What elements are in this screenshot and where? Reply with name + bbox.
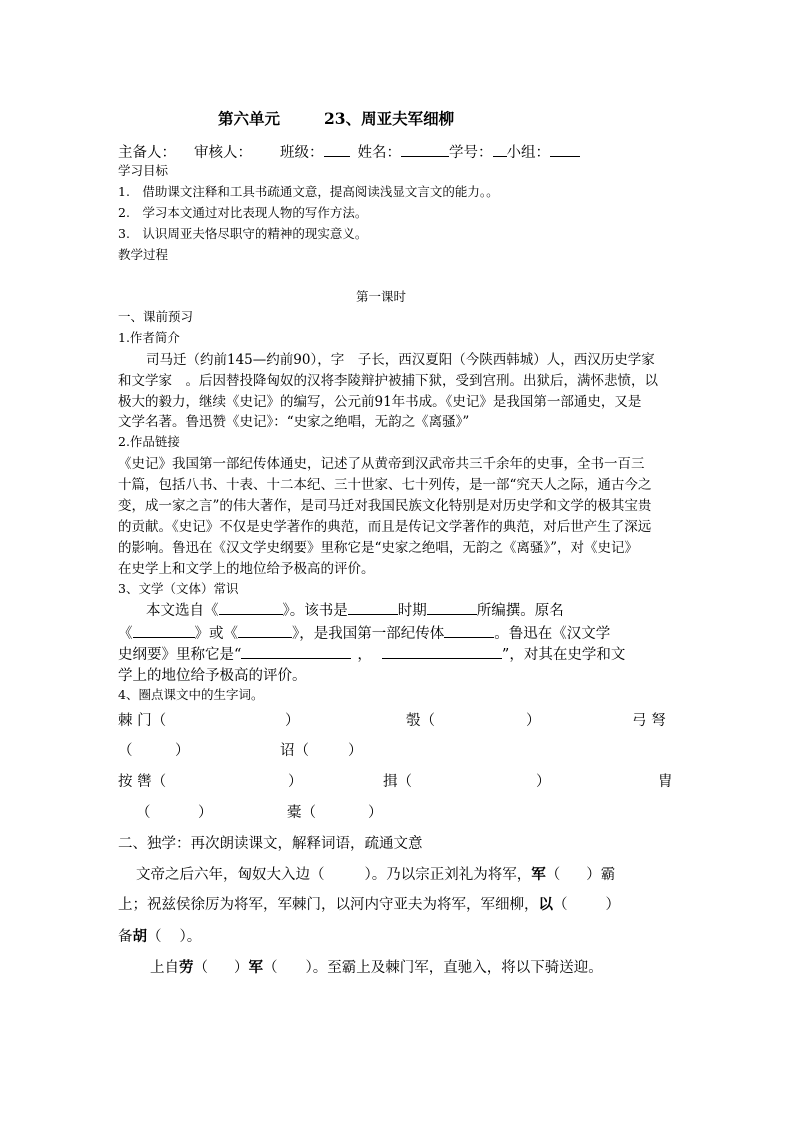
vocab-close: ） — [368, 805, 383, 821]
words-heading: 4、圈点课文中的生字词。 — [118, 687, 264, 702]
author-heading: 1.作者简介 — [118, 330, 180, 345]
original-name-blank-1[interactable] — [133, 625, 195, 638]
vocab-close: ） — [285, 713, 300, 729]
name-label: 姓名： — [357, 145, 401, 161]
vocab-item: 棘 门（ — [118, 713, 167, 729]
vocab-open: （ — [118, 743, 133, 759]
vocab-open: （ — [136, 805, 151, 821]
vocab-close: ） — [536, 774, 551, 790]
vocab-item: 彀（ — [406, 713, 435, 729]
name-blank[interactable] — [401, 144, 449, 157]
author-text-line: 和文学家 。后因替投降匈奴的汉将李陵辩护被捕下狱，受到宫刑。出狱后，满怀悲愤，以 — [118, 373, 658, 389]
goal-item-2: 2. 学习本文通过对比表现人物的写作方法。 — [118, 205, 368, 220]
vocab-close: ） — [198, 805, 213, 821]
work-text-line: 十篇，包括八书、十表、十二本纪、三十世家、七十列传，是一部“究天人之际，通古今之 — [118, 477, 652, 493]
reviewer-label: 审核人： — [194, 145, 252, 161]
student-no-label: 学号： — [449, 145, 493, 161]
work-text-line: 变，成一家之言”的伟大著作，是司马迁对我国民族文化特别是对历史学和文学的极其宝贵 — [118, 498, 652, 514]
goals-heading: 学习目标 — [118, 163, 169, 178]
student-no-blank[interactable] — [493, 144, 507, 157]
period-blank[interactable] — [348, 602, 398, 615]
vocab-item: 胄 — [658, 774, 673, 790]
work-text-line: 在史学上和文学上的地位给予极高的评价。 — [118, 561, 375, 577]
text-line: 文帝之后六年，匈奴大入边（ ）。乃以宗正刘礼为将军，军（ ）霸 — [136, 866, 616, 883]
literature-heading: 3、文学（文体）常识 — [118, 581, 239, 596]
preparer-label: 主备人： — [118, 145, 176, 161]
compiler-blank[interactable] — [427, 602, 477, 615]
vocab-item: 弓 弩 — [632, 713, 666, 729]
goal-item-1: 1. 借助课文注释和工具书疏通文意，提高阅读浅显文言文的能力。。 — [118, 184, 499, 199]
group-label: 小组： — [506, 145, 550, 161]
vocab-item: 诏（ — [280, 743, 309, 759]
source-book-blank[interactable] — [219, 602, 283, 615]
class-blank[interactable] — [324, 144, 350, 157]
praise-blank-2[interactable] — [382, 646, 502, 659]
vocab-close: ） — [288, 774, 303, 790]
text-line: 备胡（ ）。 — [118, 928, 202, 945]
lesson-period-title: 第一课时 — [356, 289, 407, 304]
class-label: 班级： — [280, 145, 324, 161]
goal-item-3: 3. 认识周亚夫恪尽职守的精神的现实意义。 — [118, 226, 368, 241]
work-text-line: 《史记》我国第一部纪传体通史，记述了从黄帝到汉武帝共三千余年的史事，全书一百三 — [118, 456, 645, 472]
original-name-blank-2[interactable] — [238, 625, 292, 638]
author-text-line: 司马迁（约前145—约前90），字 子长，西汉夏阳（今陕西韩城）人，西汉历史学家 — [146, 352, 655, 368]
literature-line: 《 》或《 》，是我国第一部纪传体 。鲁迅在《汉文学 — [118, 626, 611, 642]
self-study-heading: 二、独学：再次朗读课文，解释词语，疏通文意 — [118, 836, 423, 852]
text-line: 上；祝兹侯徐厉为将军，军棘门，以河内守亚夫为将军，军细柳，以（ ） — [118, 896, 620, 913]
page-title — [218, 107, 454, 129]
literature-line: 学上的地位给予极高的评价。 — [118, 668, 307, 684]
vocab-close: ） — [348, 743, 363, 759]
header-info-line — [118, 141, 580, 162]
vocab-close: ） — [526, 713, 541, 729]
unit-title: 第六单元 — [218, 109, 281, 128]
genre-blank[interactable] — [444, 625, 494, 638]
literature-line: 史纲要》里称它是“ ， ”，对其在史学和文 — [118, 647, 626, 663]
text-line: 上自劳（ ）军（ ）。至霸上及棘门军，直驰入，将以下骑送迎。 — [150, 959, 603, 976]
work-text-line: 的影响。鲁迅在《汉文学史纲要》里称它是“史家之绝唱，无韵之《离骚》”，对《史记》 — [118, 540, 639, 556]
author-text-line: 文学名著。鲁迅赞《史记》：“史家之绝唱，无韵之《离骚》” — [118, 414, 470, 430]
work-text-line: 的贡献。《史记》不仅是史学著作的典范，而且是传记文学著作的典范，对后世产生了深远 — [118, 519, 652, 535]
literature-line: 本文选自《 》。该书是 时期 所编撰。原名 — [146, 603, 564, 619]
vocab-item: 按 辔（ — [118, 774, 167, 790]
lesson-title: 23、周亚夫军细柳 — [324, 109, 455, 128]
vocab-item: 橐（ — [287, 805, 316, 821]
process-heading: 教学过程 — [118, 247, 169, 262]
vocab-item: 揖（ — [383, 774, 412, 790]
preview-heading: 一、课前预习 — [118, 309, 194, 324]
work-heading: 2.作品链接 — [118, 434, 180, 449]
group-blank[interactable] — [550, 144, 580, 157]
author-text-line: 极大的毅力，继续《史记》的编写，公元前91年书成。《史记》是我国第一部通史，又是 — [118, 394, 642, 410]
praise-blank-1[interactable] — [241, 646, 351, 659]
vocab-close: ） — [175, 743, 190, 759]
